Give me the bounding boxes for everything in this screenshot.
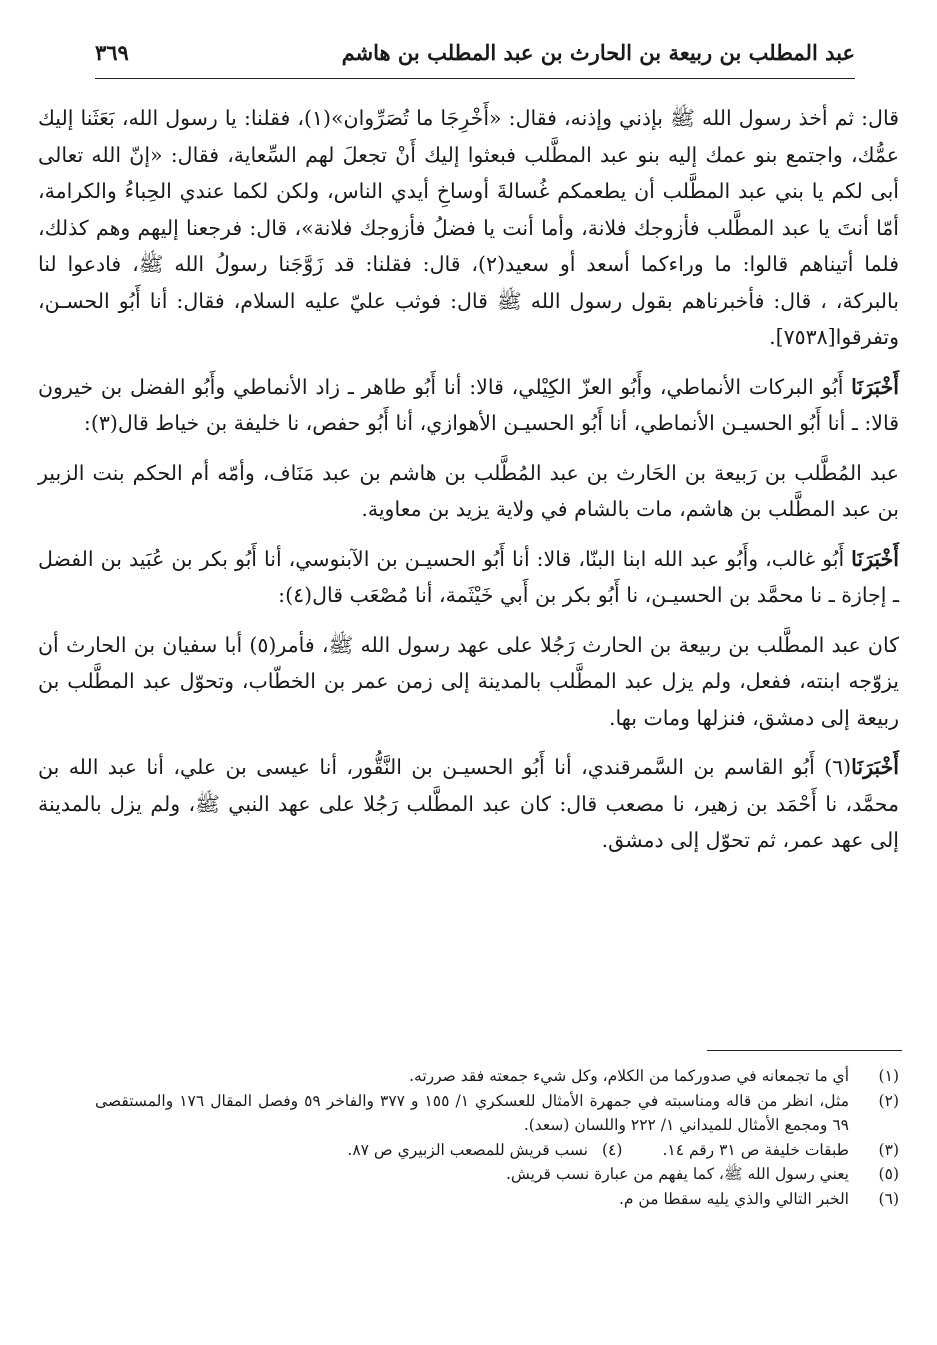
- paragraph-text: أَبُو البركات الأنماطي، وأَبُو العزّ الكِيْلي، قالا: أنا أَبُو طاهر ـ زاد الأنماطي وأَبُو الفضل بن خيرون قالا: ـ أنا أَبُو الحسيـن الأنماطي، أنا أَبُو الحسيـن الأهوازي، أنا أَبُو حفص، نا خليفة بن خياط قال(٣):: [38, 374, 899, 435]
- footnote-number: (٦): [878, 1189, 899, 1208]
- paragraph: [38, 541, 899, 614]
- page-number: ٣٦٩: [95, 40, 129, 65]
- paragraph: [38, 100, 899, 356]
- footnote: [95, 1162, 899, 1187]
- paragraph-text: كان عبد المطَّلب بن ربيعة بن الحارث رَجُلا على عهد رسول الله ﷺ، فأمر(٥) أبا سفيان بن الحارث أن يزوّجه ابنته، ففعل، ولم يزل عبد المطَّلب بالمدينة إلى زمن عمر بن الخطّاب، وتحوّل عبد المطَّلب بن ربيعة إلى دمشق، فنزلها ومات بها.: [38, 632, 899, 730]
- paragraph-lead: أَخْبَرَنَا: [851, 755, 899, 779]
- paragraph: [38, 369, 899, 442]
- paragraph: [38, 749, 899, 859]
- footnote-text: نسب قريش للمصعب الزبيري ص ٨٧.: [347, 1140, 588, 1159]
- footnote: [662, 1138, 899, 1163]
- paragraph-lead: أَخْبَرَنَا: [851, 546, 899, 571]
- footnote-text: الخبر التالي والذي يليه سقطا من م.: [618, 1189, 849, 1208]
- footnote: [95, 1089, 899, 1138]
- footnote: [95, 1064, 899, 1089]
- paragraph-lead: أَخْبَرَنَا: [851, 374, 899, 399]
- paragraph-text: أَبُو غالب، وأَبُو عبد الله ابنا البنّا، قالا: أنا أَبُو الحسيـن بن الآبنوسي، أنا أَبُو بكر بن عُبَيد بن الفضل ـ إجازة ـ نا محمَّد بن الحسيـن، نا أَبُو بكر بن أَبي خَيْثَمة، أنا مُصْعَب قال(٤):: [38, 546, 899, 607]
- footnote: [347, 1138, 622, 1163]
- footnote-number: (٣): [878, 1140, 899, 1159]
- footnote: [95, 1187, 899, 1212]
- header-title: عبد المطلب بن ربيعة بن الحارث بن عبد المطلب بن هاشم: [341, 40, 855, 65]
- paragraph: [38, 455, 899, 528]
- footnote-number: (٢): [878, 1091, 899, 1110]
- footnote-text: طبقات خليفة ص ٣١ رقم ١٤.: [662, 1140, 849, 1159]
- footnotes: [95, 1064, 899, 1211]
- footnote-pair: [95, 1138, 899, 1163]
- paragraph-text: عبد المُطَّلب بن رَبيعة بن الحَارث بن عبد المُطَّلب بن هاشم بن عبد مَنَاف، وأمّه أم الحكم بنت الزبير بن عبد المطَّلب بن هاشم، مات بالشام في ولاية يزيد بن معاوية.: [38, 460, 900, 521]
- main-text: [38, 100, 899, 859]
- footnote-text: مثل، انظر من قاله ومناسبته في جمهرة الأمثال للعسكري ١/ ١٥٥ و ٣٧٧ والفاخر ٥٩ وفصل المقال ١٧٦ والمستقصى ٦٩ ومجمع الأمثال للميداني ١/ ٢٢٢ واللسان (سعد).: [95, 1091, 850, 1134]
- footnote-rule: [707, 1050, 902, 1051]
- footnote-number: (١): [878, 1067, 899, 1085]
- paragraph: [38, 627, 899, 737]
- footnote-text: أي ما تجمعانه في صدوركما من الكلام، وكل شيء جمعته فقد صررته.: [409, 1067, 849, 1085]
- paragraph-text: قال: ثم أخذ رسول الله ﷺ بإذني وإذنه، فقال: «أَخْرِجَا ما تُصَرِّوان»(١)، فقلنا: يا رسول الله، بَعَثَنا إليك عمُّك، واجتمع بنو عمك إليه بنو عبد المطَّلب فبعثوا إليك أَنْ تجعلَ لهم السِّعاية، فقال: «إنّ الله تعالى أبى لكم يا بني عبد المطَّلب أن يطعمكم غُسالةَ أوساخِ أيدي الناس، ولكن لكما عندي الحِباءُ والكرامة، أمّا أنتَ يا عبد المطَّلب فأزوجك فلانة، وأما أنت يا فضلُ فأزوجك فلانة»، قال: فرجعنا إليهم وهم كذلك، فلما أتيناهم قالوا: ما وراءكما أسعد أو سعيد(٢)، قال: فقلنا: قد زَوَّجَنا رسولُ الله ﷺ، فادعوا لنا بالبركة، ، قال: فأخبرناهم بقول رسول الله ﷺ قال: فوثب عليّ عليه السلام، فقال: أنا أَبُو الحسـن، وتفرقوا[٧٥٣٨].: [38, 106, 899, 349]
- footnote-number: (٥): [878, 1165, 899, 1183]
- paragraph-text: (٦) أَبُو القاسم بن السَّمرقندي، أنا أَبُو الحسيـن بن النَّقُّور، أنا عيسى بن علي، أنا عبد الله بن محمَّد، نا أَحْمَد بن زهير، نا مصعب قال: كان عبد المطَّلب رَجُلا على عهد النبي ﷺ، ولم يزل بالمدينة إلى عهد عمر، ثم تحوّل إلى دمشق.: [38, 755, 899, 852]
- footnote-number: (٤): [601, 1140, 623, 1159]
- footnote-text: يعني رسول الله ﷺ، كما يفهم من عبارة نسب قريش.: [505, 1165, 849, 1183]
- running-header: [95, 34, 855, 79]
